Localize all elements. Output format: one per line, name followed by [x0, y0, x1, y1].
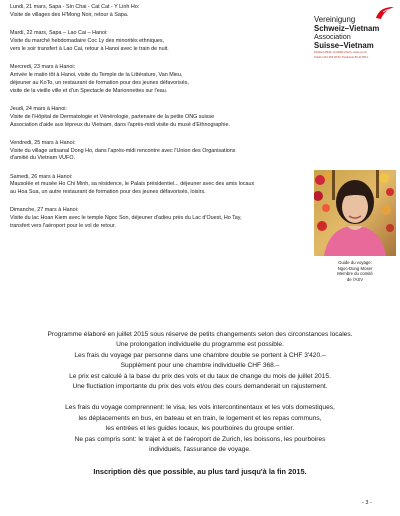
day-text: vers le soir transfert à Lao Cai, retour à Hanoi avec le train de nuit.	[10, 45, 169, 52]
itinerary-day	[10, 207, 306, 231]
day-text: visite de la vieille ville et d'un Spectacle de Marionnettes sur l'eau.	[10, 87, 168, 94]
guide-portrait-image	[314, 170, 396, 256]
costs-line: les déplacements en bus, en bateau et en train, le logement et les repas communs,	[78, 414, 322, 422]
day-text: Visite du marché hebdomadaire Coc Ly des minorités ethniques,	[10, 37, 165, 44]
itinerary-day	[10, 64, 306, 96]
registration-deadline: Inscription dès que possible, au plus tard jusqu'à la fin 2015.	[93, 467, 307, 477]
association-logo	[314, 6, 398, 59]
logo-line: Suisse–Vietnam	[314, 40, 374, 50]
day-heading: Lundi, 21 mars, Sapa - Sin Chai - Cat Cat - Y Linh Ho:	[10, 4, 140, 10]
day-text: Association d'aide aux lépreux du Vietnam, dans l'après-midi visite du musé d'Ethnographie.	[10, 121, 230, 128]
day-text: transfert vers l'aéroport pour le vol de retour.	[10, 223, 116, 230]
day-text: Visite du village artisanal Dong Ho, dans l'après-midi rencontre avec l'Union des Organisations	[10, 147, 236, 154]
costs-line: Ne pas compris sont: le trajet à et de l'aéroport de Zurich, les boissons, les pourboires	[74, 435, 326, 443]
spacer	[30, 392, 370, 403]
flag-logo-icon	[374, 6, 395, 20]
day-text: Visite du lac Hoan Kiem avec le temple Ngoc Son, déjeuner d'adieu près du Lac d'Ouest, Ho Tay,	[10, 215, 242, 222]
logo-address: Postfach 8343, CH-8006 Zürich, www.svv.ch	[314, 51, 367, 55]
page-number: - 3 -	[362, 500, 372, 506]
costs-line: Les frais du voyage comprennent: le visa, les vols intercontinentaux et les vols domestiques,	[65, 404, 335, 412]
itinerary-day	[10, 140, 306, 164]
caption-line: Membre du comité	[337, 271, 373, 277]
program-line: Une fluctiation importante du prix des vols et/ou des cours demanderait un rajustement.	[72, 383, 328, 391]
day-heading: Samedi, 26 mars à Hanoi:	[10, 173, 73, 180]
program-line: Une prolongation individuelle du programme est possible.	[116, 341, 284, 349]
costs-line: individuels, l'assurance de voyage.	[149, 446, 251, 454]
itinerary-day	[10, 106, 306, 130]
caption-line: Ngoc-Dung Moser	[337, 265, 373, 271]
day-text: d'amitié du Vietnam VUFO.	[10, 155, 76, 162]
caption-line: Guide du voyage:	[338, 260, 372, 265]
logo-line: Schweiz–Vietnam	[314, 23, 380, 33]
itinerary-day	[10, 30, 306, 54]
guide-photo	[314, 170, 396, 256]
day-text: Visite de l'Hôpital de Dermatologie et Vénérologie, partenaire de la petite ONG suisse	[10, 113, 215, 120]
day-heading: Dimanche, 27 mars à Hanoi:	[10, 207, 79, 214]
logo-line: Vereinigung	[314, 15, 356, 24]
day-heading: Mercredi, 23 mars à Hanoi:	[10, 63, 76, 70]
caption-line: de l'ASV	[346, 276, 364, 282]
day-text: déjeuner au KoTo, un restaurant de formation pour des jeunes défavorisés,	[10, 79, 189, 86]
day-text: au Hoa Sua, un autre restaurant de formation pour des jeunes défavorisés, loisirs.	[10, 189, 206, 196]
photo-caption	[314, 260, 396, 282]
day-text: Visite de villages des H'Mong Noir, retour à Sapa.	[10, 11, 129, 18]
program-line: Les frais du voyage par personne dans une chambre double se portent à CHF 3'420.–	[74, 351, 326, 359]
logo-address: Telefon 044 453 28 82, Postkonto 80-41782-1	[314, 55, 369, 59]
day-heading: Mardi, 22 mars, Sapa – Lao Cai – Hanoi:	[10, 30, 108, 36]
day-text: Mausolée et musée Ho Chi Minh, sa résidence, le Palais présidentiel... déjeuner avec des amis locaux	[10, 181, 255, 188]
day-text: Arrivée le matin tôt à Hanoi, visite du Temple de la Littérature, Van Mieu,	[10, 71, 183, 78]
itinerary-day	[10, 4, 306, 20]
day-heading: Vendredi, 25 mars à Hanoi:	[10, 139, 76, 146]
itinerary-day	[10, 174, 306, 198]
itinerary	[10, 4, 306, 241]
program-line: Supplément pour une chambre individuelle CHF 368.–	[120, 362, 280, 370]
program-line: Programme élaboré en juillet 2015 sous réserve de petits changements selon des circonstances locales.	[47, 331, 353, 338]
program-notes	[30, 330, 370, 478]
day-heading: Jeudi, 24 mars à Hanoi:	[10, 105, 67, 112]
program-line: Le prix est calculé à la base du prix des vols et du taux de change du mois de juillet 2015.	[69, 372, 331, 380]
costs-line: les entrées et les guides locaux, les pourboires du groupe entier.	[105, 425, 295, 433]
logo-line: Association	[314, 32, 351, 42]
